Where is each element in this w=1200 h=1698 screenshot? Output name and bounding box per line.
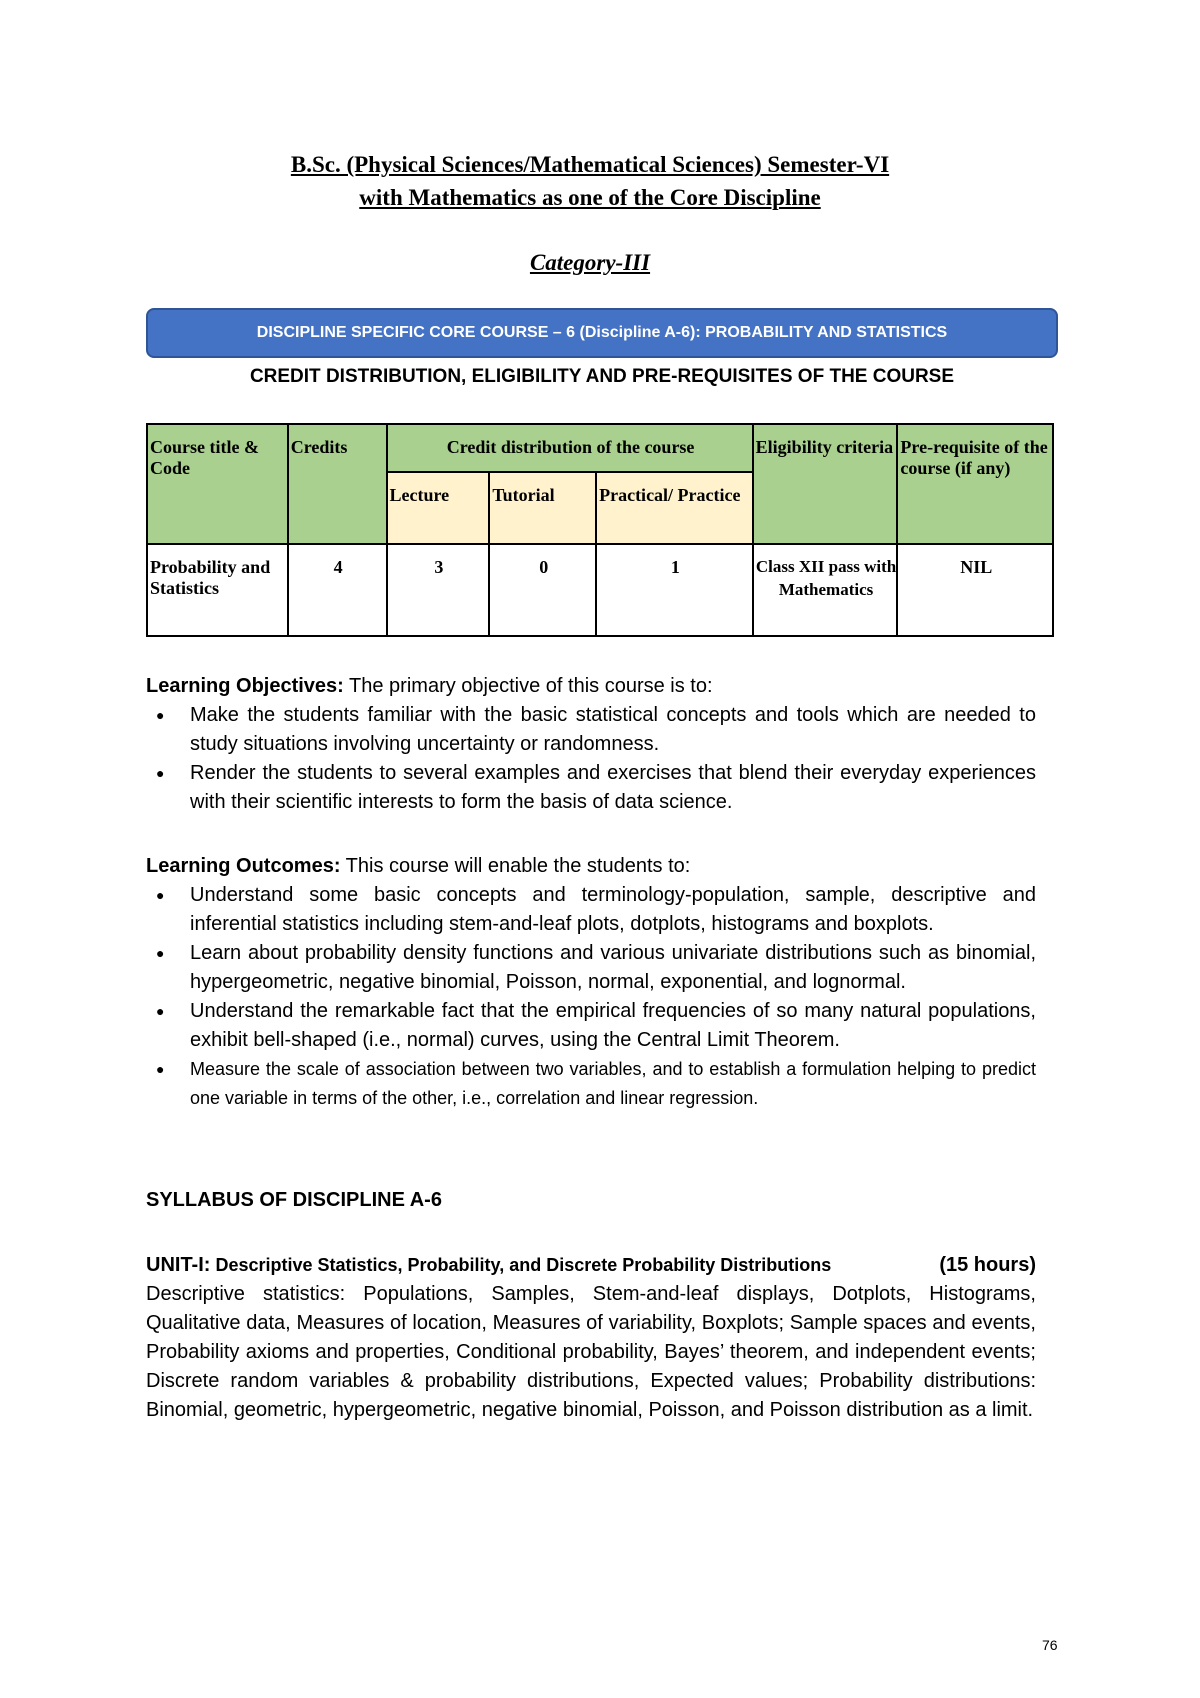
header-prerequisite: Pre-requisite of the course (if any) xyxy=(897,424,1053,544)
cell-course: Probability and Statistics xyxy=(147,544,288,636)
unit-1-title: Descriptive Statistics, Probability, and Discrete Probability Distributions xyxy=(210,1255,832,1275)
header-course-title: Course title & Code xyxy=(147,424,288,544)
learning-outcomes xyxy=(146,852,1036,1113)
cell-eligibility: Class XII pass with Mathematics xyxy=(753,544,898,636)
header-practical: Practical/ Practice xyxy=(596,472,753,544)
course-banner: DISCIPLINE SPECIFIC CORE COURSE – 6 (Discipline A-6): PROBABILITY AND STATISTICS xyxy=(146,308,1058,358)
outcome-item: ● Understand some basic concepts and terminology-population, sample, descriptive and inferential statistics including stem-and-leaf plots, dotplots, histograms and boxplots. xyxy=(146,881,1036,939)
objective-item: ● Render the students to several examples and exercises that blend their everyday experiences with their scientific interests to form the basis of data science. xyxy=(146,759,1036,817)
cell-prerequisite: NIL xyxy=(897,544,1053,636)
title-line-2: with Mathematics as one of the Core Discipline xyxy=(359,185,821,210)
header-eligibility: Eligibility criteria xyxy=(753,424,898,544)
unit-1-label: UNIT-I: xyxy=(146,1254,211,1276)
objectives-intro: The primary objective of this course is to: xyxy=(343,675,713,697)
category-label: Category-III xyxy=(529,250,651,275)
cell-lecture: 3 xyxy=(387,544,490,636)
cell-credits: 4 xyxy=(288,544,387,636)
page-number: 76 xyxy=(1042,1637,1058,1653)
unit-1-hours: (15 hours) xyxy=(939,1254,1036,1276)
objectives-label: Learning Objectives: xyxy=(146,675,344,697)
syllabus-heading: SYLLABUS OF DISCIPLINE A-6 xyxy=(146,1189,442,1211)
cell-tutorial: 0 xyxy=(489,544,596,636)
outcomes-label: Learning Outcomes: xyxy=(146,855,341,877)
learning-objectives xyxy=(146,672,1036,817)
unit-1-content: Descriptive statistics: Populations, Samples, Stem-and-leaf displays, Dotplots, Histograms, Qualitative data, Measures of location, Measures of variability, Boxplots; Sample spaces and events, Probability axioms and properties, Conditional probability, Bayes’ theorem, and independent events; Discrete random variables & probability distributions, Expected values; Probability distributions: Binomial, geometric, hypergeometric, negative binomial, Poisson, and Poisson distribution as a limit. xyxy=(146,1283,1036,1421)
credit-heading: CREDIT DISTRIBUTION, ELIGIBILITY AND PRE-REQUISITES OF THE COURSE xyxy=(249,366,955,387)
outcome-item: ● Measure the scale of association between two variables, and to establish a formulation helping to predict one variable in terms of the other, i.e., correlation and linear regression. xyxy=(146,1055,1036,1113)
cell-practical: 1 xyxy=(596,544,753,636)
outcome-item: ● Understand the remarkable fact that the empirical frequencies of so many natural populations, exhibit bell-shaped (i.e., normal) curves, using the Central Limit Theorem. xyxy=(146,997,1036,1055)
credit-table xyxy=(146,423,1054,637)
title-line-1: B.Sc. (Physical Sciences/Mathematical Sciences) Semester-VI xyxy=(290,152,890,177)
header-credits: Credits xyxy=(288,424,387,544)
header-credit-distribution: Credit distribution of the course xyxy=(387,424,753,472)
header-tutorial: Tutorial xyxy=(489,472,596,544)
objective-item: ● Make the students familiar with the basic statistical concepts and tools which are needed to study situations involving uncertainty or randomness. xyxy=(146,701,1036,759)
unit-1 xyxy=(146,1251,1036,1425)
outcomes-intro: This course will enable the students to: xyxy=(340,855,691,877)
header-lecture: Lecture xyxy=(387,472,490,544)
outcome-item: ● Learn about probability density functions and various univariate distributions such as binomial, hypergeometric, negative binomial, Poisson, normal, exponential, and lognormal. xyxy=(146,939,1036,997)
